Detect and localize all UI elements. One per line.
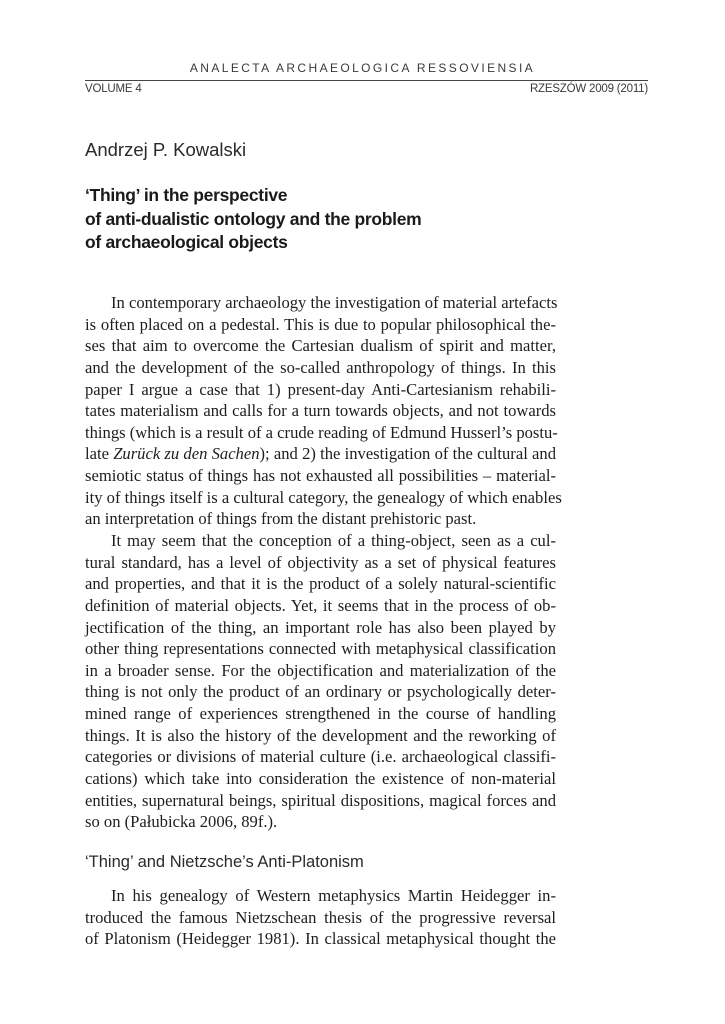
text-line: tural standard, has a level of objectivity as a set of physical features: [85, 552, 556, 572]
text-line: and properties, and that it is the product of a solely natural-scientific: [85, 574, 556, 594]
text-line: [85, 443, 556, 465]
text-line: of Platonism (Heidegger 1981). In classical metaphysical thought the: [85, 929, 556, 949]
author-name: Andrzej P. Kowalski: [85, 139, 247, 160]
text-line: in a broader sense. For the objectification and materialization of the: [85, 660, 556, 680]
text-line: so on (Pałubicka 2006, 89f.).: [85, 812, 278, 832]
paragraph-3: [85, 885, 556, 950]
text-line: cations) which take into consideration the existence of non-material: [85, 769, 556, 789]
header-rule: [85, 80, 648, 81]
journal-name: ANALECTA ARCHAEOLOGICA RESSOVIENSIA: [189, 61, 536, 75]
text-run: ); and 2) the investigation of the cultural and: [259, 444, 556, 464]
text-line: In contemporary archaeology the investigation of material artefacts: [111, 293, 558, 312]
text-line: an interpretation of things from the distant prehistoric past.: [85, 509, 477, 529]
text-line: entities, supernatural beings, spiritual dispositions, magical forces and: [85, 790, 556, 810]
title-line: of anti-dualistic ontology and the problem: [85, 208, 422, 229]
text-line: is often placed on a pedestal. This is due to popular philosophical the-: [85, 314, 556, 334]
text-line: mined range of experiences strengthened in the course of handling: [85, 704, 556, 724]
text-line: categories or divisions of material culture (i.e. archaeological classifi-: [85, 747, 556, 767]
text-line: definition of material objects. Yet, it seems that in the process of ob-: [85, 595, 556, 615]
italic-phrase: Zurück zu den Sachen: [113, 444, 260, 464]
text-line: In his genealogy of Western metaphysics Martin Heidegger in-: [111, 886, 556, 905]
section-heading: ‘Thing’ and Nietzsche’s Anti-Platonism: [85, 853, 364, 871]
text-line: paper I argue a case that 1) present-day Anti-Cartesianism rehabili-: [85, 379, 556, 399]
text-line: things. It is also the history of the development and the reworking of: [85, 725, 556, 745]
text-line: It may seem that the conception of a thing-object, seen as a cul-: [111, 531, 556, 550]
title-line: of archaeological objects: [85, 232, 288, 252]
article-title: [85, 184, 545, 255]
text-line: ses that aim to overcome the Cartesian dualism of spirit and matter,: [85, 336, 556, 356]
place-year-label: RZESZÓW 2009 (2011): [529, 83, 648, 95]
text-run: late: [85, 444, 114, 464]
text-line: things (which is a result of a crude reading of Edmund Husserl’s postu-: [85, 422, 558, 442]
paragraph-1: [85, 292, 562, 530]
text-line: semiotic status of things has not exhausted all possibilities – material-: [85, 466, 556, 486]
text-line: troduced the famous Nietzschean thesis of the progressive reversal: [85, 907, 556, 927]
text-line: thing is not only the product of an ordinary or psychologically deter-: [85, 682, 556, 702]
paragraph-2: [85, 530, 556, 833]
volume-label: VOLUME 4: [85, 83, 142, 95]
text-line: jectification of the thing, an important role has also been played by: [85, 617, 556, 637]
title-line: ‘Thing’ in the perspective: [85, 185, 288, 205]
text-line: and the development of the so-called anthropology of things. In this: [85, 357, 556, 377]
text-line: ity of things itself is a cultural category, the genealogy of which enables: [85, 487, 562, 507]
text-line: tates materialism and calls for a turn towards objects, and not towards: [85, 401, 556, 421]
text-line: other thing representations connected with metaphysical classification: [85, 639, 556, 659]
